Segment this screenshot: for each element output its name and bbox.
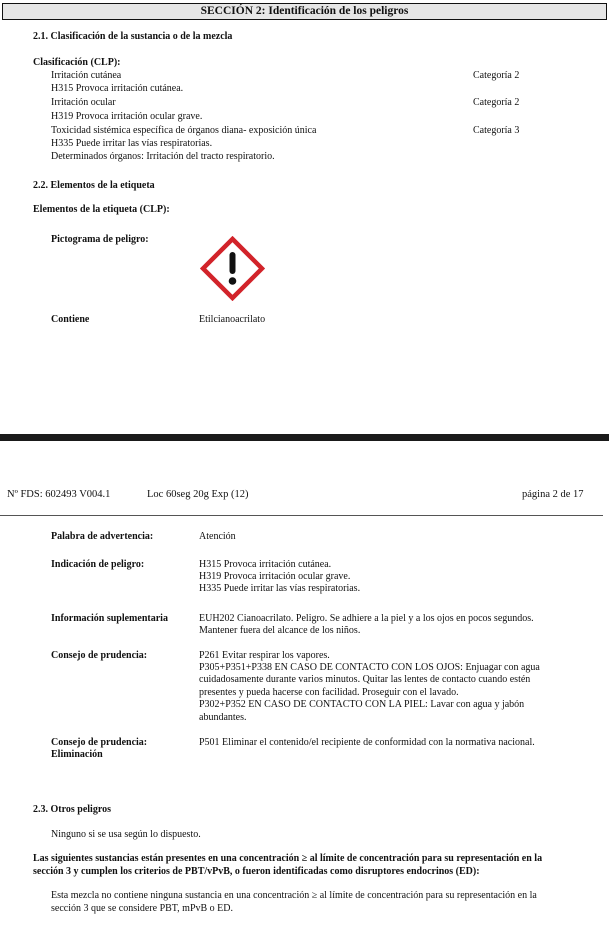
fds-number: Nº FDS: 602493 V004.1	[7, 489, 111, 500]
label-item-line: abundantes.	[199, 712, 247, 723]
label-item-line: P305+P351+P338 EN CASO DE CONTACTO CON LOS OJOS: Enjuagar con agua	[199, 662, 540, 673]
section-2-2-heading: 2.2. Elementos de la etiqueta	[33, 180, 155, 191]
label-item-label: Indicación de peligro:	[51, 559, 145, 570]
label-item-line: presentes y pueda hacerse con facilidad. Proseguir con el lavado.	[199, 687, 459, 698]
page-divider	[0, 434, 609, 441]
label-item-line: H319 Provoca irritación ocular grave.	[199, 571, 351, 582]
contains-value: Etilcianoacrilato	[199, 314, 266, 325]
classification-row-category: Categoría 2	[473, 70, 520, 81]
exclamation-mark-hazard-icon	[200, 236, 265, 301]
classification-row-text: H319 Provoca irritación ocular grave.	[51, 111, 203, 122]
classification-row-text: Irritación ocular	[51, 97, 116, 108]
page-number: página 2 de 17	[522, 489, 584, 500]
footer-divider	[0, 515, 603, 516]
pbt-statement-line: sección 3 que se considere PBT, mPvB o ED.	[51, 903, 234, 914]
classification-row-text: Determinados órganos: Irritación del tracto respiratorio.	[51, 151, 275, 162]
pbt-statement-line: Esta mezcla no contiene ninguna sustancia en una concentración ≥ al límite de concentración para su representación en la	[51, 890, 537, 901]
pbt-criteria-line: Las siguientes sustancias están presentes en una concentración ≥ al límite de concentración para su representación en la	[33, 853, 543, 864]
label-item-label-2: Eliminación	[51, 749, 103, 760]
label-item-line: cuidadosamente durante varios minutos. Quitar las lentes de contacto cuando estén	[199, 674, 531, 685]
product-name: Loc 60seg 20g Exp (12)	[147, 489, 249, 500]
label-item-label: Consejo de prudencia:	[51, 737, 148, 748]
clp-classification-label: Clasificación (CLP):	[33, 57, 121, 68]
label-item-label: Información suplementaria	[51, 613, 168, 624]
classification-row-text: Irritación cutánea	[51, 70, 122, 81]
section-2-1-heading: 2.1. Clasificación de la sustancia o de la mezcla	[33, 31, 233, 42]
label-item-line: H335 Puede irritar las vías respiratorias.	[199, 583, 361, 594]
pictogram-label: Pictograma de peligro:	[51, 234, 149, 245]
other-hazards-text: Ninguno si se usa según lo dispuesto.	[51, 829, 201, 840]
label-elements-clp: Elementos de la etiqueta (CLP):	[33, 204, 170, 215]
label-item-line: P501 Eliminar el contenido/el recipiente de conformidad con la normativa nacional.	[199, 737, 535, 748]
classification-row-category: Categoría 3	[473, 125, 520, 136]
label-item-line: Atención	[199, 531, 236, 542]
label-item-line: Mantener fuera del alcance de los niños.	[199, 625, 361, 636]
label-item-label: Palabra de advertencia:	[51, 531, 154, 542]
label-item-line: P302+P352 EN CASO DE CONTACTO CON LA PIEL: Lavar con agua y jabón	[199, 699, 525, 710]
classification-row-text: H315 Provoca irritación cutánea.	[51, 83, 184, 94]
section-2-3-heading: 2.3. Otros peligros	[33, 804, 111, 815]
label-item-line: P261 Evitar respirar los vapores.	[199, 650, 330, 661]
label-item-line: H315 Provoca irritación cutánea.	[199, 559, 332, 570]
section-title: SECCIÓN 2: Identificación de los peligros	[2, 3, 607, 20]
contains-label: Contiene	[51, 314, 90, 325]
label-item-label: Consejo de prudencia:	[51, 650, 148, 661]
classification-row-category: Categoría 2	[473, 97, 520, 108]
classification-row-text: Toxicidad sistémica específica de órganos diana- exposición única	[51, 125, 317, 136]
classification-row-text: H335 Puede irritar las vías respiratorias.	[51, 138, 213, 149]
pbt-criteria-line: sección 3 y cumplen los criterios de PBT/vPvB, o fueron identificadas como disruptores endocrinos (ED):	[33, 866, 480, 877]
label-item-line: EUH202 Cianoacrilato. Peligro. Se adhiere a la piel y a los ojos en pocos segundos.	[199, 613, 534, 624]
